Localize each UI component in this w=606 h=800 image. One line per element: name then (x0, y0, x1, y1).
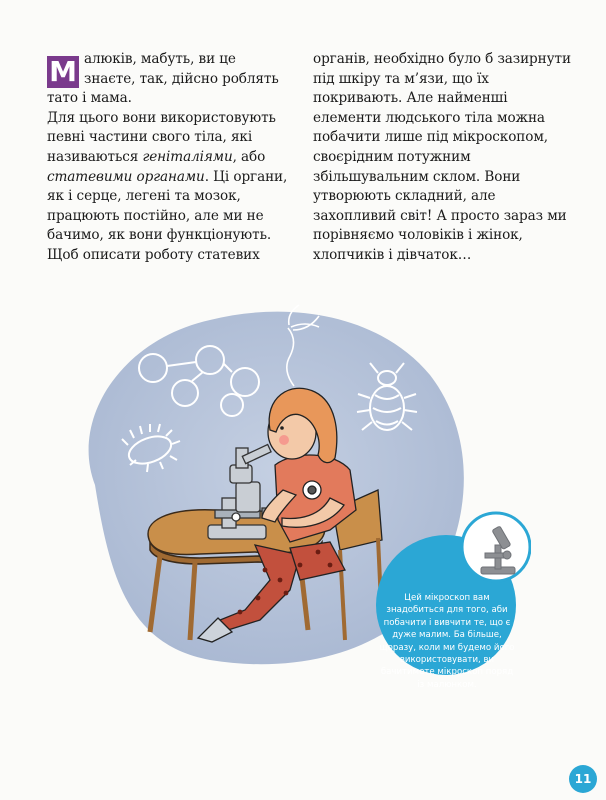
term-genitals: геніталіями (142, 148, 233, 165)
right-paragraph: органів, необхідно було б зазирнути під шкіру та м’язи, що їх покривають. Але найменші елементи людського тіла можна побачити лише під мікроскопом, своєрідним потужним збільшувальним склом. Вони утворюють складний, але захопливий світ! А просто зараз ми порівняємо чоловіків і жінок, хлопчиків і дівчаток… (313, 51, 571, 263)
intro-line-1: алюків, мабуть, ви це (84, 51, 236, 67)
body-mid: , або (232, 148, 266, 165)
info-bubble-text: Цей мікроскоп вам знадобиться для того, аби побачити і вивчити те, що є дуже малим. Ба більше, щоразу, коли ми будемо його використовувати, ви бачитимете мікроскоп поряд із малюнком. (379, 593, 515, 690)
right-text-column (313, 50, 579, 266)
body-lead: Для цього вони використовують певні частини свого тіла, які називаються (47, 109, 276, 165)
body-end: . Ці органи, як і серце, легені та мозок, працюють постійно, але ми не бачимо, як вони функціонують. Щоб описати роботу статевих (47, 168, 288, 263)
body-paragraph (47, 109, 295, 266)
page-number: 11 (569, 765, 597, 793)
intro-line-2: знаєте, так, дійсно роблять (84, 70, 279, 87)
drop-cap-letter: М (47, 56, 79, 88)
intro-line-3: тато і мама. (47, 90, 132, 107)
left-text-column (47, 50, 295, 266)
term-sex-organs: статевими органами (47, 168, 205, 185)
intro-paragraph (47, 50, 295, 109)
